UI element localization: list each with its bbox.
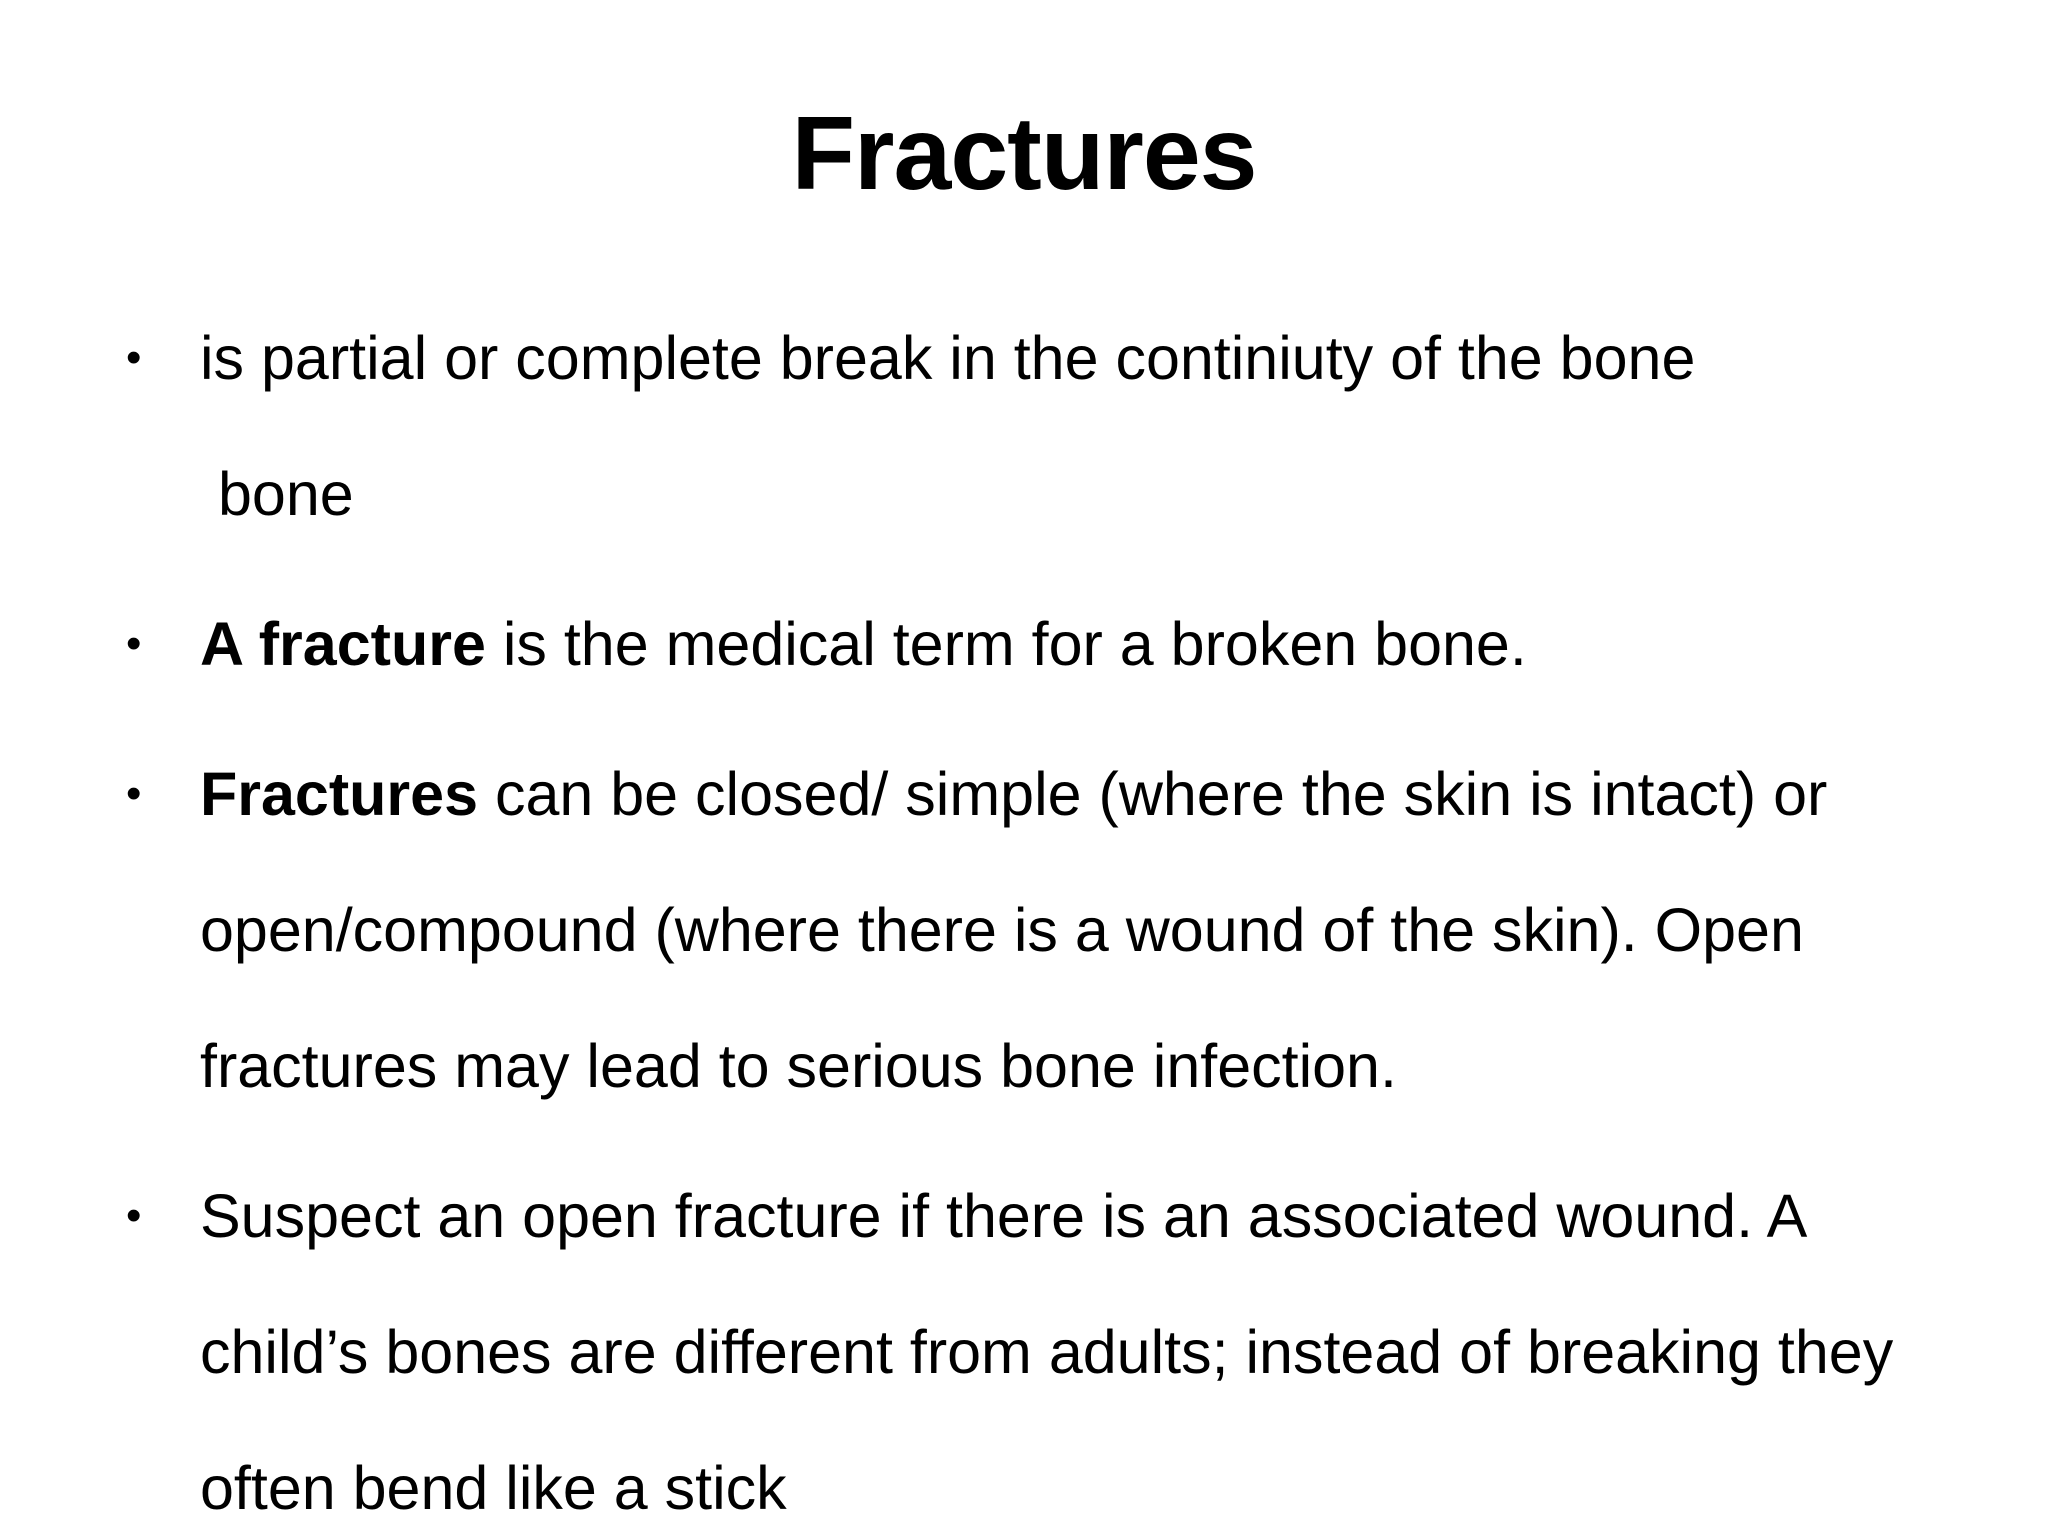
bullet-icon: • (126, 619, 142, 668)
bullet-item-open-fracture (120, 1148, 1980, 1536)
bullet-text: is the medical term for a broken bone. (485, 610, 1527, 678)
bullet-list (120, 290, 1980, 1536)
bullet-text: is partial or complete break in the continiuty of the bone (200, 324, 1696, 392)
bullet-bold-term: A fracture (200, 610, 486, 678)
bullet-icon: • (126, 1191, 142, 1240)
bullet-text-continued: bone (218, 460, 354, 528)
bullet-icon: • (126, 769, 142, 818)
bullet-item-medical-term (120, 576, 1980, 712)
bullet-bold-term: Fractures (200, 760, 479, 828)
bullet-item-definition (120, 290, 1980, 562)
bullet-text: can be closed/ simple (where the skin is intact) or open/compound (where there is a wound of the skin). Open fractures may lead to serious bone infection. (200, 760, 1828, 1100)
bullet-icon: • (126, 333, 142, 382)
slide-title: Fractures (791, 96, 1257, 212)
bullet-text: Suspect an open fracture if there is an associated wound. A child’s bones are different from adults; instead of breaking they often bend like a stick (200, 1182, 1894, 1522)
bullet-item-types (120, 726, 1980, 1134)
